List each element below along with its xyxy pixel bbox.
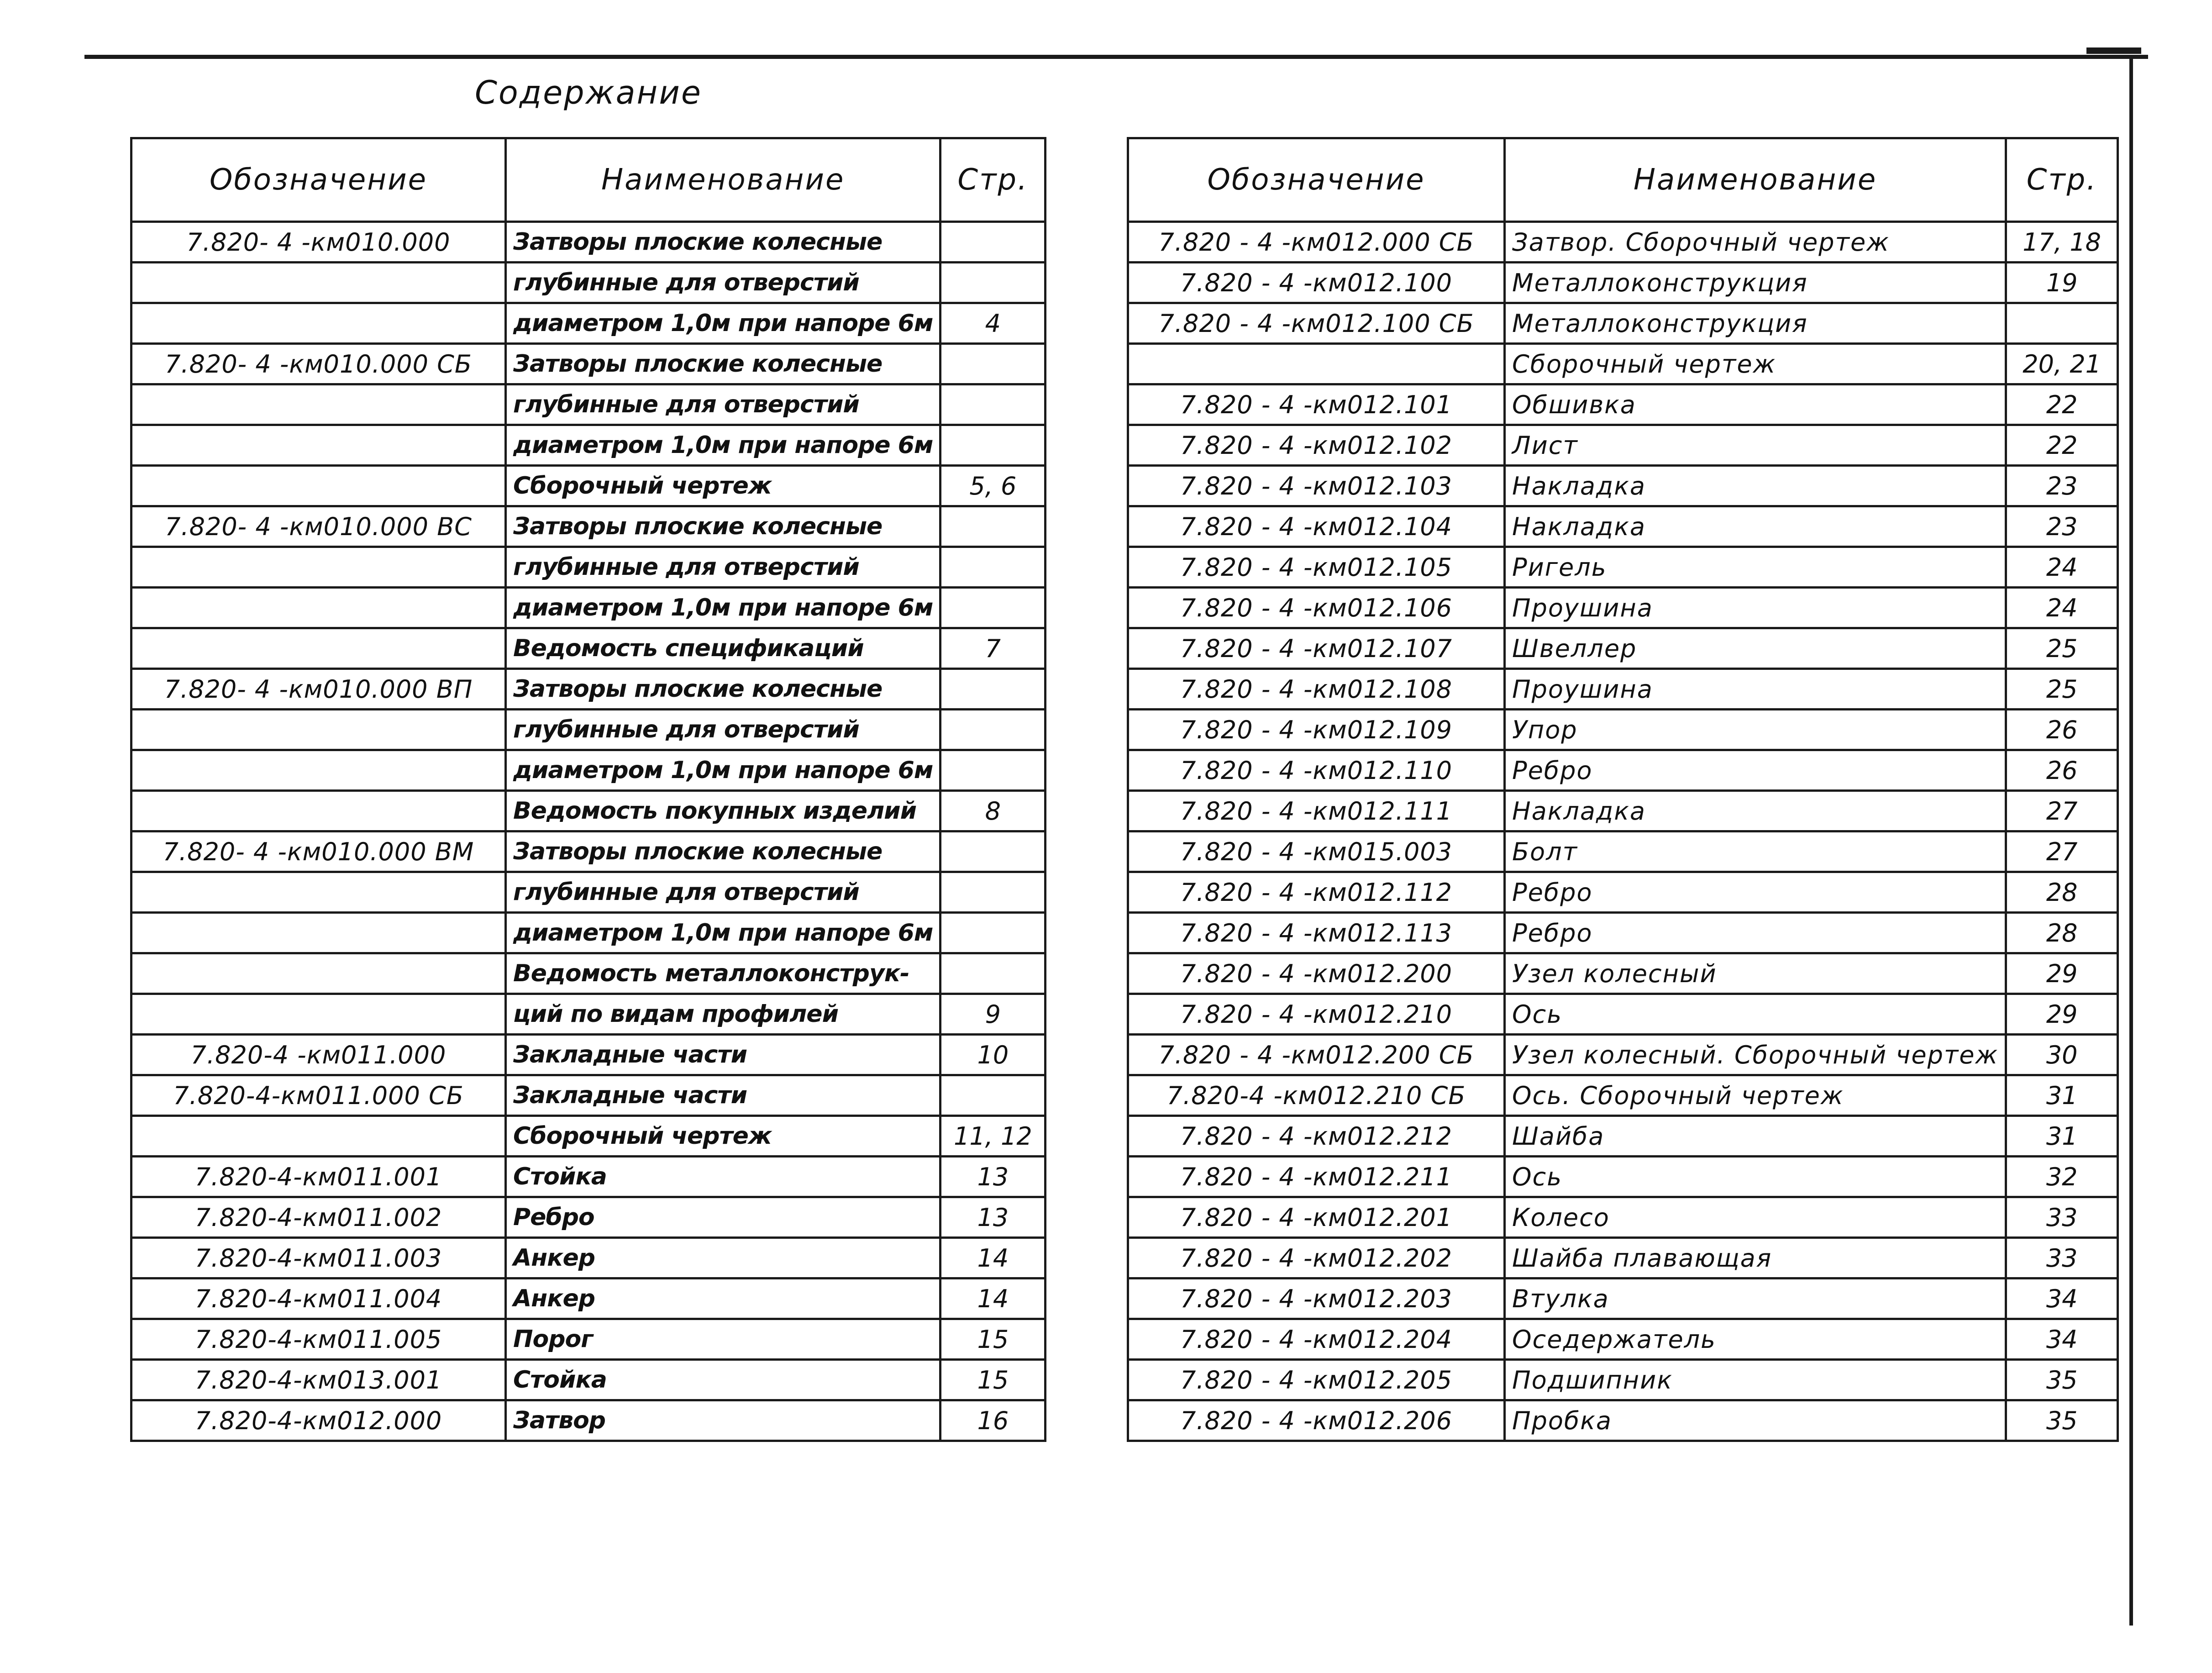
row-designation: 7.820-4 -км011.000 <box>131 1035 506 1075</box>
row-designation: 7.820 - 4 -км012.113 <box>1128 913 1505 953</box>
row-page: 26 <box>2006 710 2118 750</box>
row-designation: 7.820 - 4 -км012.200 СБ <box>1128 1035 1505 1075</box>
row-designation: 7.820 - 4 -км012.211 <box>1128 1157 1505 1197</box>
row-name: Ребро <box>1505 872 2006 913</box>
table-row <box>1128 1197 2118 1238</box>
row-page <box>940 710 1046 750</box>
table-row <box>131 791 1046 831</box>
row-name: Металлоконструкция <box>1505 263 2006 303</box>
table-row <box>131 1360 1046 1400</box>
row-designation: 7.820-4-км012.000 <box>131 1400 506 1441</box>
table-row <box>1128 994 2118 1035</box>
row-page: 10 <box>940 1035 1046 1075</box>
row-designation: 7.820-4-км011.003 <box>131 1238 506 1278</box>
table-row <box>1128 953 2118 994</box>
row-designation: 7.820- 4 -км010.000 ВП <box>131 669 506 710</box>
row-name: Ось <box>1505 1157 2006 1197</box>
row-name: Закладные части <box>506 1035 940 1075</box>
row-name: глубинные для отверстий <box>506 263 940 303</box>
row-designation: 7.820 - 4 -км012.100 <box>1128 263 1505 303</box>
header-page: Стр. <box>940 138 1046 222</box>
table-row <box>131 628 1046 669</box>
row-designation: 7.820-4-км011.002 <box>131 1197 506 1238</box>
table-row <box>1128 303 2118 344</box>
row-page: 26 <box>2006 750 2118 791</box>
table-row <box>131 710 1046 750</box>
row-name: Подшипник <box>1505 1360 2006 1400</box>
row-page <box>2006 303 2118 344</box>
row-name: Оседержатель <box>1505 1319 2006 1360</box>
row-page: 34 <box>2006 1278 2118 1319</box>
row-designation <box>131 425 506 466</box>
row-page: 34 <box>2006 1319 2118 1360</box>
row-designation: 7.820 - 4 -км012.203 <box>1128 1278 1505 1319</box>
table-row <box>1128 1400 2118 1441</box>
row-page: 29 <box>2006 994 2118 1035</box>
row-name: диаметром 1,0м при напоре 6м <box>506 588 940 628</box>
table-row <box>1128 1238 2118 1278</box>
table-row <box>131 1278 1046 1319</box>
row-name: глубинные для отверстий <box>506 547 940 588</box>
row-designation <box>131 1116 506 1157</box>
table-row <box>1128 1278 2118 1319</box>
row-designation <box>131 710 506 750</box>
table-row <box>1128 913 2118 953</box>
row-page <box>940 222 1046 263</box>
row-designation: 7.820 - 4 -км012.112 <box>1128 872 1505 913</box>
table-row <box>131 953 1046 994</box>
row-name: Затворы плоские колесные <box>506 222 940 263</box>
table-row <box>131 344 1046 384</box>
row-page: 14 <box>940 1238 1046 1278</box>
row-page: 33 <box>2006 1238 2118 1278</box>
contents-rows-right <box>1128 222 2118 1441</box>
table-row <box>1128 344 2118 384</box>
row-designation: 7.820 - 4 -км012.106 <box>1128 588 1505 628</box>
table-row <box>1128 547 2118 588</box>
row-designation: 7.820 - 4 -км012.200 <box>1128 953 1505 994</box>
table-row <box>1128 1319 2118 1360</box>
row-name: Затвор <box>506 1400 940 1441</box>
row-name: Ригель <box>1505 547 2006 588</box>
table-row <box>1128 1116 2118 1157</box>
row-page <box>940 344 1046 384</box>
row-designation: 7.820-4-км011.004 <box>131 1278 506 1319</box>
table-row <box>131 1035 1046 1075</box>
row-designation <box>131 588 506 628</box>
row-page: 9 <box>940 994 1046 1035</box>
row-name: Болт <box>1505 831 2006 872</box>
row-name: ций по видам профилей <box>506 994 940 1035</box>
row-page: 16 <box>940 1400 1046 1441</box>
row-name: Анкер <box>506 1278 940 1319</box>
row-page: 4 <box>940 303 1046 344</box>
table-row <box>131 1075 1046 1116</box>
row-page <box>940 506 1046 547</box>
table-row <box>131 872 1046 913</box>
row-designation <box>131 791 506 831</box>
row-designation: 7.820 - 4 -км012.000 СБ <box>1128 222 1505 263</box>
row-designation: 7.820- 4 -км010.000 СБ <box>131 344 506 384</box>
row-designation: 7.820 - 4 -км012.100 СБ <box>1128 303 1505 344</box>
row-designation: 7.820- 4 -км010.000 <box>131 222 506 263</box>
table-row <box>131 1400 1046 1441</box>
header-designation: Обозначение <box>1128 138 1505 222</box>
table-row <box>131 831 1046 872</box>
row-name: диаметром 1,0м при напоре 6м <box>506 750 940 791</box>
row-page: 35 <box>2006 1360 2118 1400</box>
row-name: Ребро <box>1505 750 2006 791</box>
table-row <box>131 913 1046 953</box>
row-page <box>940 1075 1046 1116</box>
table-row <box>131 466 1046 506</box>
table-row <box>1128 588 2118 628</box>
table-row <box>131 506 1046 547</box>
row-page: 13 <box>940 1197 1046 1238</box>
row-designation <box>131 547 506 588</box>
row-page: 15 <box>940 1319 1046 1360</box>
table-row <box>1128 263 2118 303</box>
table-row <box>1128 750 2118 791</box>
row-designation <box>131 303 506 344</box>
table-row <box>131 384 1046 425</box>
row-designation: 7.820 - 4 -км012.210 <box>1128 994 1505 1035</box>
row-page: 22 <box>2006 425 2118 466</box>
row-name: Сборочный чертеж <box>506 1116 940 1157</box>
row-designation <box>131 384 506 425</box>
row-name: Упор <box>1505 710 2006 750</box>
table-row <box>131 222 1046 263</box>
row-name: Ведомость металлоконструк- <box>506 953 940 994</box>
row-page <box>940 384 1046 425</box>
row-designation <box>131 953 506 994</box>
row-designation: 7.820 - 4 -км012.102 <box>1128 425 1505 466</box>
row-page: 25 <box>2006 669 2118 710</box>
row-designation: 7.820 - 4 -км012.101 <box>1128 384 1505 425</box>
row-page: 23 <box>2006 506 2118 547</box>
row-page <box>940 547 1046 588</box>
table-row <box>1128 222 2118 263</box>
row-designation <box>131 466 506 506</box>
table-row <box>131 1157 1046 1197</box>
row-page: 31 <box>2006 1116 2118 1157</box>
row-page: 22 <box>2006 384 2118 425</box>
row-page: 13 <box>940 1157 1046 1197</box>
row-name: Ведомость покупных изделий <box>506 791 940 831</box>
row-page: 24 <box>2006 547 2118 588</box>
row-designation: 7.820 - 4 -км012.104 <box>1128 506 1505 547</box>
table-row <box>1128 506 2118 547</box>
row-name: Анкер <box>506 1238 940 1278</box>
table-row <box>1128 466 2118 506</box>
row-page: 20, 21 <box>2006 344 2118 384</box>
row-page: 28 <box>2006 872 2118 913</box>
row-designation: 7.820 - 4 -км012.105 <box>1128 547 1505 588</box>
row-designation: 7.820 - 4 -км012.206 <box>1128 1400 1505 1441</box>
table-row <box>1128 1360 2118 1400</box>
row-page: 25 <box>2006 628 2118 669</box>
table-row <box>131 1238 1046 1278</box>
row-name: диаметром 1,0м при напоре 6м <box>506 425 940 466</box>
header-name: Наименование <box>1505 138 2006 222</box>
row-designation: 7.820 - 4 -км012.107 <box>1128 628 1505 669</box>
row-designation: 7.820 - 4 -км012.205 <box>1128 1360 1505 1400</box>
row-designation: 7.820-4-км011.005 <box>131 1319 506 1360</box>
row-designation <box>131 872 506 913</box>
header-page: Стр. <box>2006 138 2118 222</box>
row-name: Ребро <box>506 1197 940 1238</box>
row-name: Пробка <box>1505 1400 2006 1441</box>
row-page <box>940 913 1046 953</box>
row-designation: 7.820- 4 -км010.000 ВМ <box>131 831 506 872</box>
table-row <box>1128 1157 2118 1197</box>
table-header-row <box>1128 138 2118 222</box>
row-name: глубинные для отверстий <box>506 872 940 913</box>
row-designation <box>131 263 506 303</box>
row-designation: 7.820-4-км011.000 СБ <box>131 1075 506 1116</box>
row-name: Затворы плоские колесные <box>506 669 940 710</box>
row-designation <box>1128 344 1505 384</box>
row-page: 15 <box>940 1360 1046 1400</box>
row-page: 24 <box>2006 588 2118 628</box>
row-designation: 7.820 - 4 -км012.110 <box>1128 750 1505 791</box>
row-designation: 7.820 - 4 -км012.103 <box>1128 466 1505 506</box>
row-name: Стойка <box>506 1157 940 1197</box>
row-name: Проушина <box>1505 669 2006 710</box>
row-designation <box>131 750 506 791</box>
row-page: 29 <box>2006 953 2118 994</box>
table-row <box>131 588 1046 628</box>
table-row <box>131 425 1046 466</box>
row-name: Лист <box>1505 425 2006 466</box>
table-row <box>131 994 1046 1035</box>
row-name: Металлоконструкция <box>1505 303 2006 344</box>
row-name: Ось <box>1505 994 2006 1035</box>
row-page <box>940 953 1046 994</box>
row-name: диаметром 1,0м при напоре 6м <box>506 913 940 953</box>
table-row <box>1128 872 2118 913</box>
row-page: 31 <box>2006 1075 2118 1116</box>
table-row <box>1128 384 2118 425</box>
row-page: 8 <box>940 791 1046 831</box>
row-page <box>940 831 1046 872</box>
row-designation <box>131 628 506 669</box>
row-page <box>940 669 1046 710</box>
table-row <box>1128 425 2118 466</box>
row-page: 32 <box>2006 1157 2118 1197</box>
row-name: Узел колесный. Сборочный чертеж <box>1505 1035 2006 1075</box>
table-row <box>1128 669 2118 710</box>
row-name: Ось. Сборочный чертеж <box>1505 1075 2006 1116</box>
contents-table-right <box>1127 137 2119 1442</box>
row-name: глубинные для отверстий <box>506 384 940 425</box>
row-designation: 7.820-4-км013.001 <box>131 1360 506 1400</box>
row-designation: 7.820 - 4 -км015.003 <box>1128 831 1505 872</box>
table-row <box>131 1116 1046 1157</box>
row-designation: 7.820 - 4 -км012.201 <box>1128 1197 1505 1238</box>
row-page <box>940 588 1046 628</box>
row-name: диаметром 1,0м при напоре 6м <box>506 303 940 344</box>
table-row <box>131 263 1046 303</box>
table-row <box>1128 791 2118 831</box>
contents-rows-left <box>131 222 1046 1441</box>
row-name: Шайба <box>1505 1116 2006 1157</box>
row-designation: 7.820-4 -км012.210 СБ <box>1128 1075 1505 1116</box>
row-page <box>940 872 1046 913</box>
row-page <box>940 263 1046 303</box>
row-name: Накладка <box>1505 791 2006 831</box>
row-designation: 7.820-4-км011.001 <box>131 1157 506 1197</box>
table-row <box>131 303 1046 344</box>
row-page: 7 <box>940 628 1046 669</box>
header-designation: Обозначение <box>131 138 506 222</box>
row-name: Ведомость спецификаций <box>506 628 940 669</box>
row-name: Швеллер <box>1505 628 2006 669</box>
row-name: Ребро <box>1505 913 2006 953</box>
table-row <box>131 750 1046 791</box>
row-designation: 7.820 - 4 -км012.204 <box>1128 1319 1505 1360</box>
row-page: 5, 6 <box>940 466 1046 506</box>
row-name: Проушина <box>1505 588 2006 628</box>
row-name: Закладные части <box>506 1075 940 1116</box>
row-name: Затворы плоские колесные <box>506 344 940 384</box>
row-designation: 7.820 - 4 -км012.202 <box>1128 1238 1505 1278</box>
row-name: Затворы плоские колесные <box>506 506 940 547</box>
row-page <box>940 750 1046 791</box>
header-name: Наименование <box>506 138 940 222</box>
table-row <box>131 547 1046 588</box>
row-name: Сборочный чертеж <box>506 466 940 506</box>
row-page: 19 <box>2006 263 2118 303</box>
table-row <box>1128 628 2118 669</box>
row-page: 14 <box>940 1278 1046 1319</box>
row-page: 33 <box>2006 1197 2118 1238</box>
table-row <box>1128 831 2118 872</box>
table-row <box>131 1197 1046 1238</box>
table-row <box>1128 1075 2118 1116</box>
row-name: Затворы плоские колесные <box>506 831 940 872</box>
row-designation: 7.820 - 4 -км012.108 <box>1128 669 1505 710</box>
right-border-line <box>2129 55 2133 1626</box>
row-page: 23 <box>2006 466 2118 506</box>
page-title: Содержание <box>475 74 702 111</box>
table-row <box>131 669 1046 710</box>
row-page: 35 <box>2006 1400 2118 1441</box>
table-header-row <box>131 138 1046 222</box>
row-designation: 7.820 - 4 -км012.111 <box>1128 791 1505 831</box>
row-name: Накладка <box>1505 506 2006 547</box>
row-page: 27 <box>2006 831 2118 872</box>
row-designation <box>131 913 506 953</box>
row-page <box>940 425 1046 466</box>
row-designation: 7.820 - 4 -км012.109 <box>1128 710 1505 750</box>
row-name: глубинные для отверстий <box>506 710 940 750</box>
row-name: Стойка <box>506 1360 940 1400</box>
row-name: Втулка <box>1505 1278 2006 1319</box>
table-row <box>131 1319 1046 1360</box>
table-row <box>1128 710 2118 750</box>
row-name: Колесо <box>1505 1197 2006 1238</box>
row-name: Узел колесный <box>1505 953 2006 994</box>
row-designation: 7.820 - 4 -км012.212 <box>1128 1116 1505 1157</box>
row-name: Шайба плавающая <box>1505 1238 2006 1278</box>
row-page: 28 <box>2006 913 2118 953</box>
top-border-line <box>84 55 2148 59</box>
contents-table-left <box>130 137 1046 1442</box>
row-page: 17, 18 <box>2006 222 2118 263</box>
row-name: Накладка <box>1505 466 2006 506</box>
table-row <box>1128 1035 2118 1075</box>
corner-mark <box>2086 47 2141 54</box>
row-page: 27 <box>2006 791 2118 831</box>
row-name: Сборочный чертеж <box>1505 344 2006 384</box>
row-page: 11, 12 <box>940 1116 1046 1157</box>
row-designation <box>131 994 506 1035</box>
row-name: Затвор. Сборочный чертеж <box>1505 222 2006 263</box>
row-designation: 7.820- 4 -км010.000 ВС <box>131 506 506 547</box>
row-name: Обшивка <box>1505 384 2006 425</box>
row-page: 30 <box>2006 1035 2118 1075</box>
row-name: Порог <box>506 1319 940 1360</box>
